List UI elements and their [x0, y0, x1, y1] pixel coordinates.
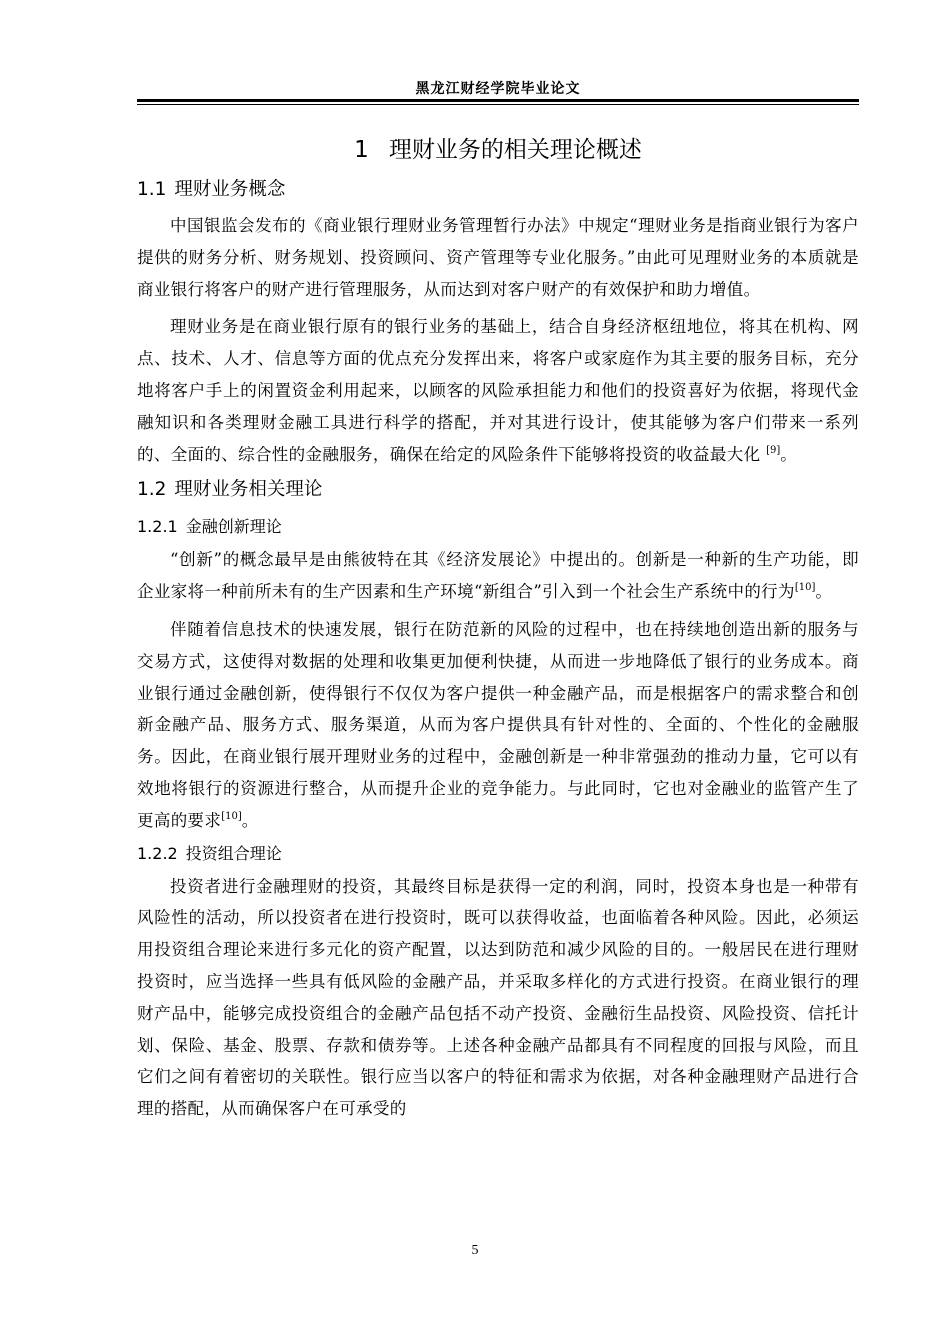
citation: [9]	[766, 444, 781, 456]
subsection-heading-1-2-1	[137, 510, 859, 544]
subsection-number: 1.2.1	[137, 517, 178, 537]
chapter-title	[137, 130, 859, 170]
section-heading-1-2	[137, 470, 859, 510]
subsection-heading-1-2-2	[137, 837, 859, 871]
section-number: 1.2	[137, 479, 167, 501]
subsection-title: 金融创新理论	[185, 517, 282, 537]
subsection-title: 投资组合理论	[185, 843, 282, 863]
chapter-number: 1	[354, 137, 369, 163]
page-number: 5	[471, 1243, 479, 1258]
paragraph	[137, 614, 859, 837]
header-rule-thick	[137, 99, 859, 102]
header-rule-thin	[137, 104, 859, 105]
paragraph-end: 。	[241, 810, 259, 830]
section-number: 1.1	[137, 179, 167, 200]
paragraph: 投资者进行金融理财的投资，其最终目标是获得一定的利润，同时，投资本身也是一种带有风险性的活动，所以投资者在进行投资时，既可以获得收益，也面临着各种风险。因此，必须运用投资组合理论来进行多元化的资产配置，以达到防范和减少风险的目的。一般居民在进行理财投资时，应当选择一些具有低风险的金融产品，并采取多样化的方式进行投资。在商业银行的理财产品中，能够完成投资组合的金融产品包括不动产投资、金融衍生品投资、风险投资、信托计划、保险、基金、股票、存款和债券等。上述各种金融产品都具有不同程度的回报与风险，而且它们之间有着密切的关联性。银行应当以客户的特征和需求为依据，对各种金融理财产品进行合理的搭配，从而确保客户在可承受的	[137, 876, 859, 1119]
paragraph-end: 。	[780, 444, 798, 464]
citation: [10]	[794, 582, 816, 594]
paragraph-text: 理财业务是在商业银行原有的银行业务的基础上，结合自身经济枢纽地位，将其在机构、网点、技术、人才、信息等方面的优点充分发挥出来，将客户或家庭作为其主要的服务目标，充分地将客户手上的闲置资金利用起来，以顾客的风险承担能力和他们的投资喜好为依据，将现代金融知识和各类理财金融工具进行科学的搭配，并对其进行设计，使其能够为客户们带来一系列的、全面的、综合性的金融服务，确保在给定的风险条件下能够将投资的收益最大化	[137, 317, 859, 464]
chapter-title-text: 理财业务的相关理论概述	[388, 137, 642, 163]
paragraph: 中国银监会发布的《商业银行理财业务管理暂行办法》中规定“理财业务是指商业银行为客户提供的财务分析、财务规划、投资顾问、资产管理等专业化服务。”由此可见理财业务的本质就是商业银行将客户的财产进行管理服务，从而达到对客户财产的有效保护和助力增值。	[137, 216, 859, 299]
running-header: 黑龙江财经学院毕业论文	[415, 81, 581, 97]
citation: [10]	[221, 810, 242, 822]
paragraph	[137, 311, 859, 470]
page-content	[137, 130, 859, 1125]
subsection-number: 1.2.2	[137, 843, 178, 863]
paragraph-end: 。	[815, 582, 833, 602]
section-heading-1-1	[137, 170, 859, 210]
section-title: 理财业务相关理论	[174, 479, 323, 501]
paragraph	[137, 544, 859, 608]
section-title: 理财业务概念	[174, 179, 286, 200]
paragraph-text: 伴随着信息技术的快速发展，银行在防范新的风险的过程中，也在持续地创造出新的服务与交易方式，这使得对数据的处理和收集更加便利快捷，从而进一步地降低了银行的业务成本。商业银行通过金融创新，使得银行不仅仅为客户提供一种金融产品，而是根据客户的需求整合和创新金融产品、服务方式、服务渠道，从而为客户提供具有针对性的、全面的、个性化的金融服务。因此，在商业银行展开理财业务的过程中，金融创新是一种非常强劲的推动力量，它可以有效地将银行的资源进行整合，从而提升企业的竞争能力。与此同时，它也对金融业的监管产生了更高的要求	[137, 619, 859, 830]
paragraph-text: “创新”的概念最早是由熊彼特在其《经济发展论》中提出的。创新是一种新的生产功能，即企业家将一种前所未有的生产因素和生产环境“新组合”引入到一个社会生产系统中的行为	[137, 550, 859, 602]
